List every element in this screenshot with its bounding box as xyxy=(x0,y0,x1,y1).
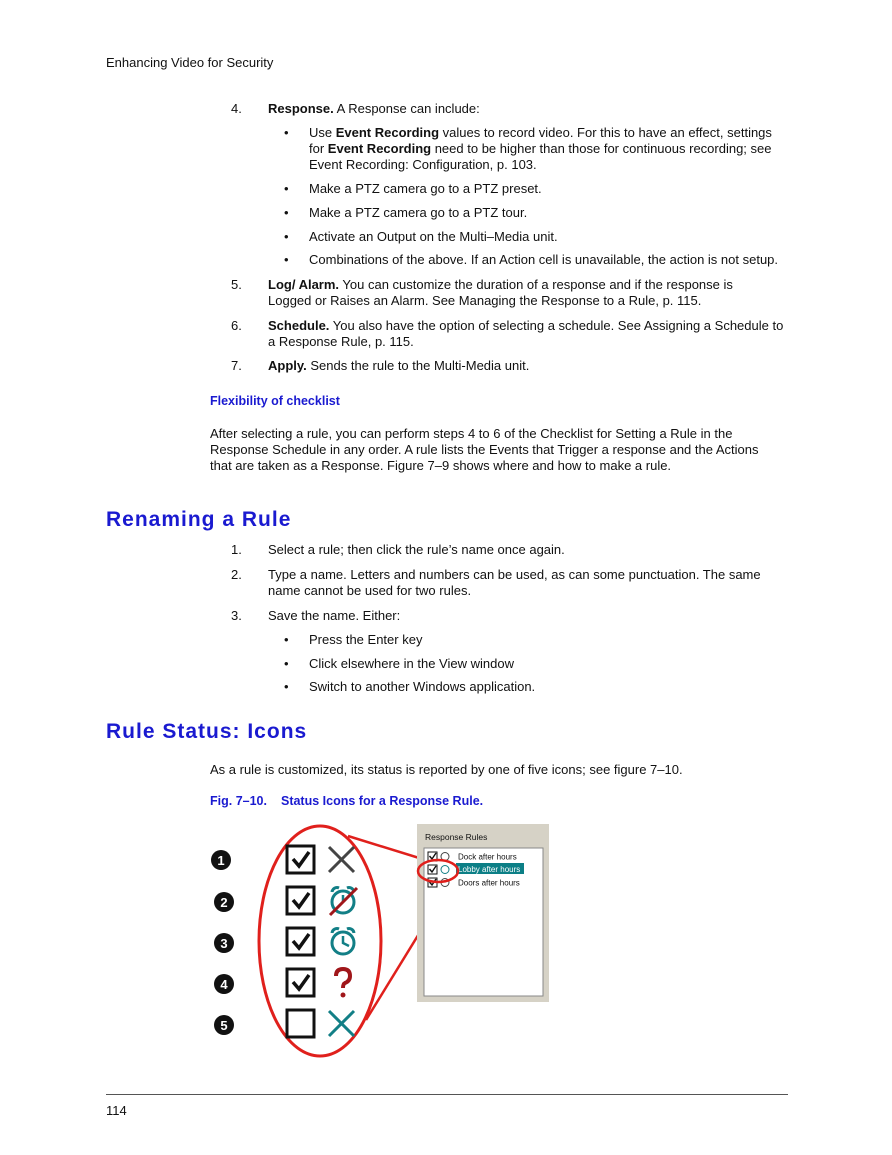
marker-label: 2 xyxy=(220,895,228,910)
footer-rule xyxy=(106,1094,788,1095)
panel-title: Response Rules xyxy=(425,832,488,842)
rename-step-2: Type a name. Letters and numbers can be used, as can some punctuation. The same name cannot be used for two rules. xyxy=(268,567,761,598)
step-number: 3. xyxy=(231,608,242,623)
marker-3 xyxy=(214,933,234,953)
step-number: 5. xyxy=(231,277,242,292)
checkbox-checked-icon xyxy=(287,928,314,955)
alarm-clock-disabled-icon xyxy=(330,888,357,915)
marker-label: 5 xyxy=(220,1018,228,1033)
page-number: 114 xyxy=(106,1103,127,1118)
question-mark-icon xyxy=(336,969,350,998)
step-text xyxy=(268,318,788,350)
bullet-dot: • xyxy=(284,632,289,647)
step-text xyxy=(268,358,788,374)
section-heading-renaming: Renaming a Rule xyxy=(106,508,292,531)
bullet-dot: • xyxy=(284,125,289,140)
status-icons-figure xyxy=(200,820,560,1060)
marker-label: 1 xyxy=(217,853,225,868)
marker-2 xyxy=(214,892,234,912)
step-lead: Apply. xyxy=(268,358,307,373)
step-lead: Response. xyxy=(268,101,334,116)
response-bullet-5: Combinations of the above. If an Action cell is unavailable, the action is not setup. xyxy=(309,252,779,267)
bullet-dot: • xyxy=(284,252,289,267)
flexibility-paragraph: After selecting a rule, you can perform steps 4 to 6 of the Checklist for Setting a Rule in the Response Schedule in any order. A rule lists the Events that Trigger a response and the Actions that are taken as a Response. Figure 7–9 shows where and how to make a rule. xyxy=(210,426,759,473)
response-bullet-1 xyxy=(309,125,787,173)
checkbox-checked-icon xyxy=(287,887,314,914)
response-bullet-4: Activate an Output on the Multi–Media unit. xyxy=(309,229,558,244)
rename-bullet-3: Switch to another Windows application. xyxy=(309,679,536,694)
bullet-dot: • xyxy=(284,229,289,244)
step-body: You can customize the duration of a response and if the response is Logged or Raises an Alarm. See Managing the Response to a Rule, p. 115. xyxy=(268,277,733,308)
x-teal-icon xyxy=(329,1011,354,1036)
status-paragraph: As a rule is customized, its status is reported by one of five icons; see figure 7–10. xyxy=(210,762,683,777)
rename-step-3: Save the name. Either: xyxy=(268,608,401,623)
response-bullet-2: Make a PTZ camera go to a PTZ preset. xyxy=(309,181,542,196)
section-heading-rule-status: Rule Status: Icons xyxy=(106,720,308,743)
marker-label: 3 xyxy=(220,936,228,951)
step-lead: Schedule. xyxy=(268,318,330,333)
alarm-clock-icon xyxy=(332,929,354,954)
marker-1 xyxy=(211,850,231,870)
step-number: 7. xyxy=(231,358,242,373)
figure-number: Fig. 7–10. xyxy=(210,794,267,808)
subheading-flexibility: Flexibility of checklist xyxy=(210,394,340,408)
rename-step-1: Select a rule; then click the rule’s name once again. xyxy=(268,542,565,557)
step-body: You also have the option of selecting a schedule. See Assigning a Schedule to a Response Rule, p. 115. xyxy=(268,318,784,349)
figure-title: Status Icons for a Response Rule. xyxy=(280,794,484,808)
checkbox-checked-icon xyxy=(287,846,314,873)
bullet-dot: • xyxy=(284,205,289,220)
bold-term: Event Recording xyxy=(327,141,432,156)
marker-4 xyxy=(214,974,234,994)
step-number: 1. xyxy=(231,542,242,557)
step-text xyxy=(268,277,756,309)
checkbox-unchecked-icon xyxy=(287,1010,314,1037)
rule-name: Dock after hours xyxy=(458,852,517,862)
response-rules-panel xyxy=(417,824,549,1002)
checkbox-checked-icon xyxy=(287,969,314,996)
x-icon xyxy=(329,847,354,872)
bold-term: Event Recording xyxy=(335,125,440,140)
step-body: Sends the rule to the Multi-Media unit. xyxy=(306,358,530,373)
figure-caption xyxy=(210,794,483,808)
marker-5 xyxy=(214,1015,234,1035)
rule-name: Doors after hours xyxy=(458,878,520,888)
bullet-dot: • xyxy=(284,656,289,671)
marker-label: 4 xyxy=(220,977,228,992)
step-lead: Log/ Alarm. xyxy=(268,277,340,292)
rename-bullet-2: Click elsewhere in the View window xyxy=(309,656,514,671)
rule-name: Lobby after hours xyxy=(458,865,521,874)
step-number: 4. xyxy=(231,101,242,116)
text-run: need to be higher than those for continuous recording; see Event Recording: Configuration, p. 103. xyxy=(309,141,772,172)
highlight-oval xyxy=(259,826,381,1056)
text-run: values to record video. For this to have an effect, settings for xyxy=(309,125,772,156)
step-text xyxy=(268,101,788,117)
step-body: A Response can include: xyxy=(333,101,480,116)
bullet-dot: • xyxy=(284,181,289,196)
bullet-dot: • xyxy=(284,679,289,694)
rename-bullet-1: Press the Enter key xyxy=(309,632,423,647)
step-number: 6. xyxy=(231,318,242,333)
response-bullet-3: Make a PTZ camera go to a PTZ tour. xyxy=(309,205,528,220)
step-number: 2. xyxy=(231,567,242,582)
running-header: Enhancing Video for Security xyxy=(106,55,274,70)
text-run: Use xyxy=(309,125,336,140)
